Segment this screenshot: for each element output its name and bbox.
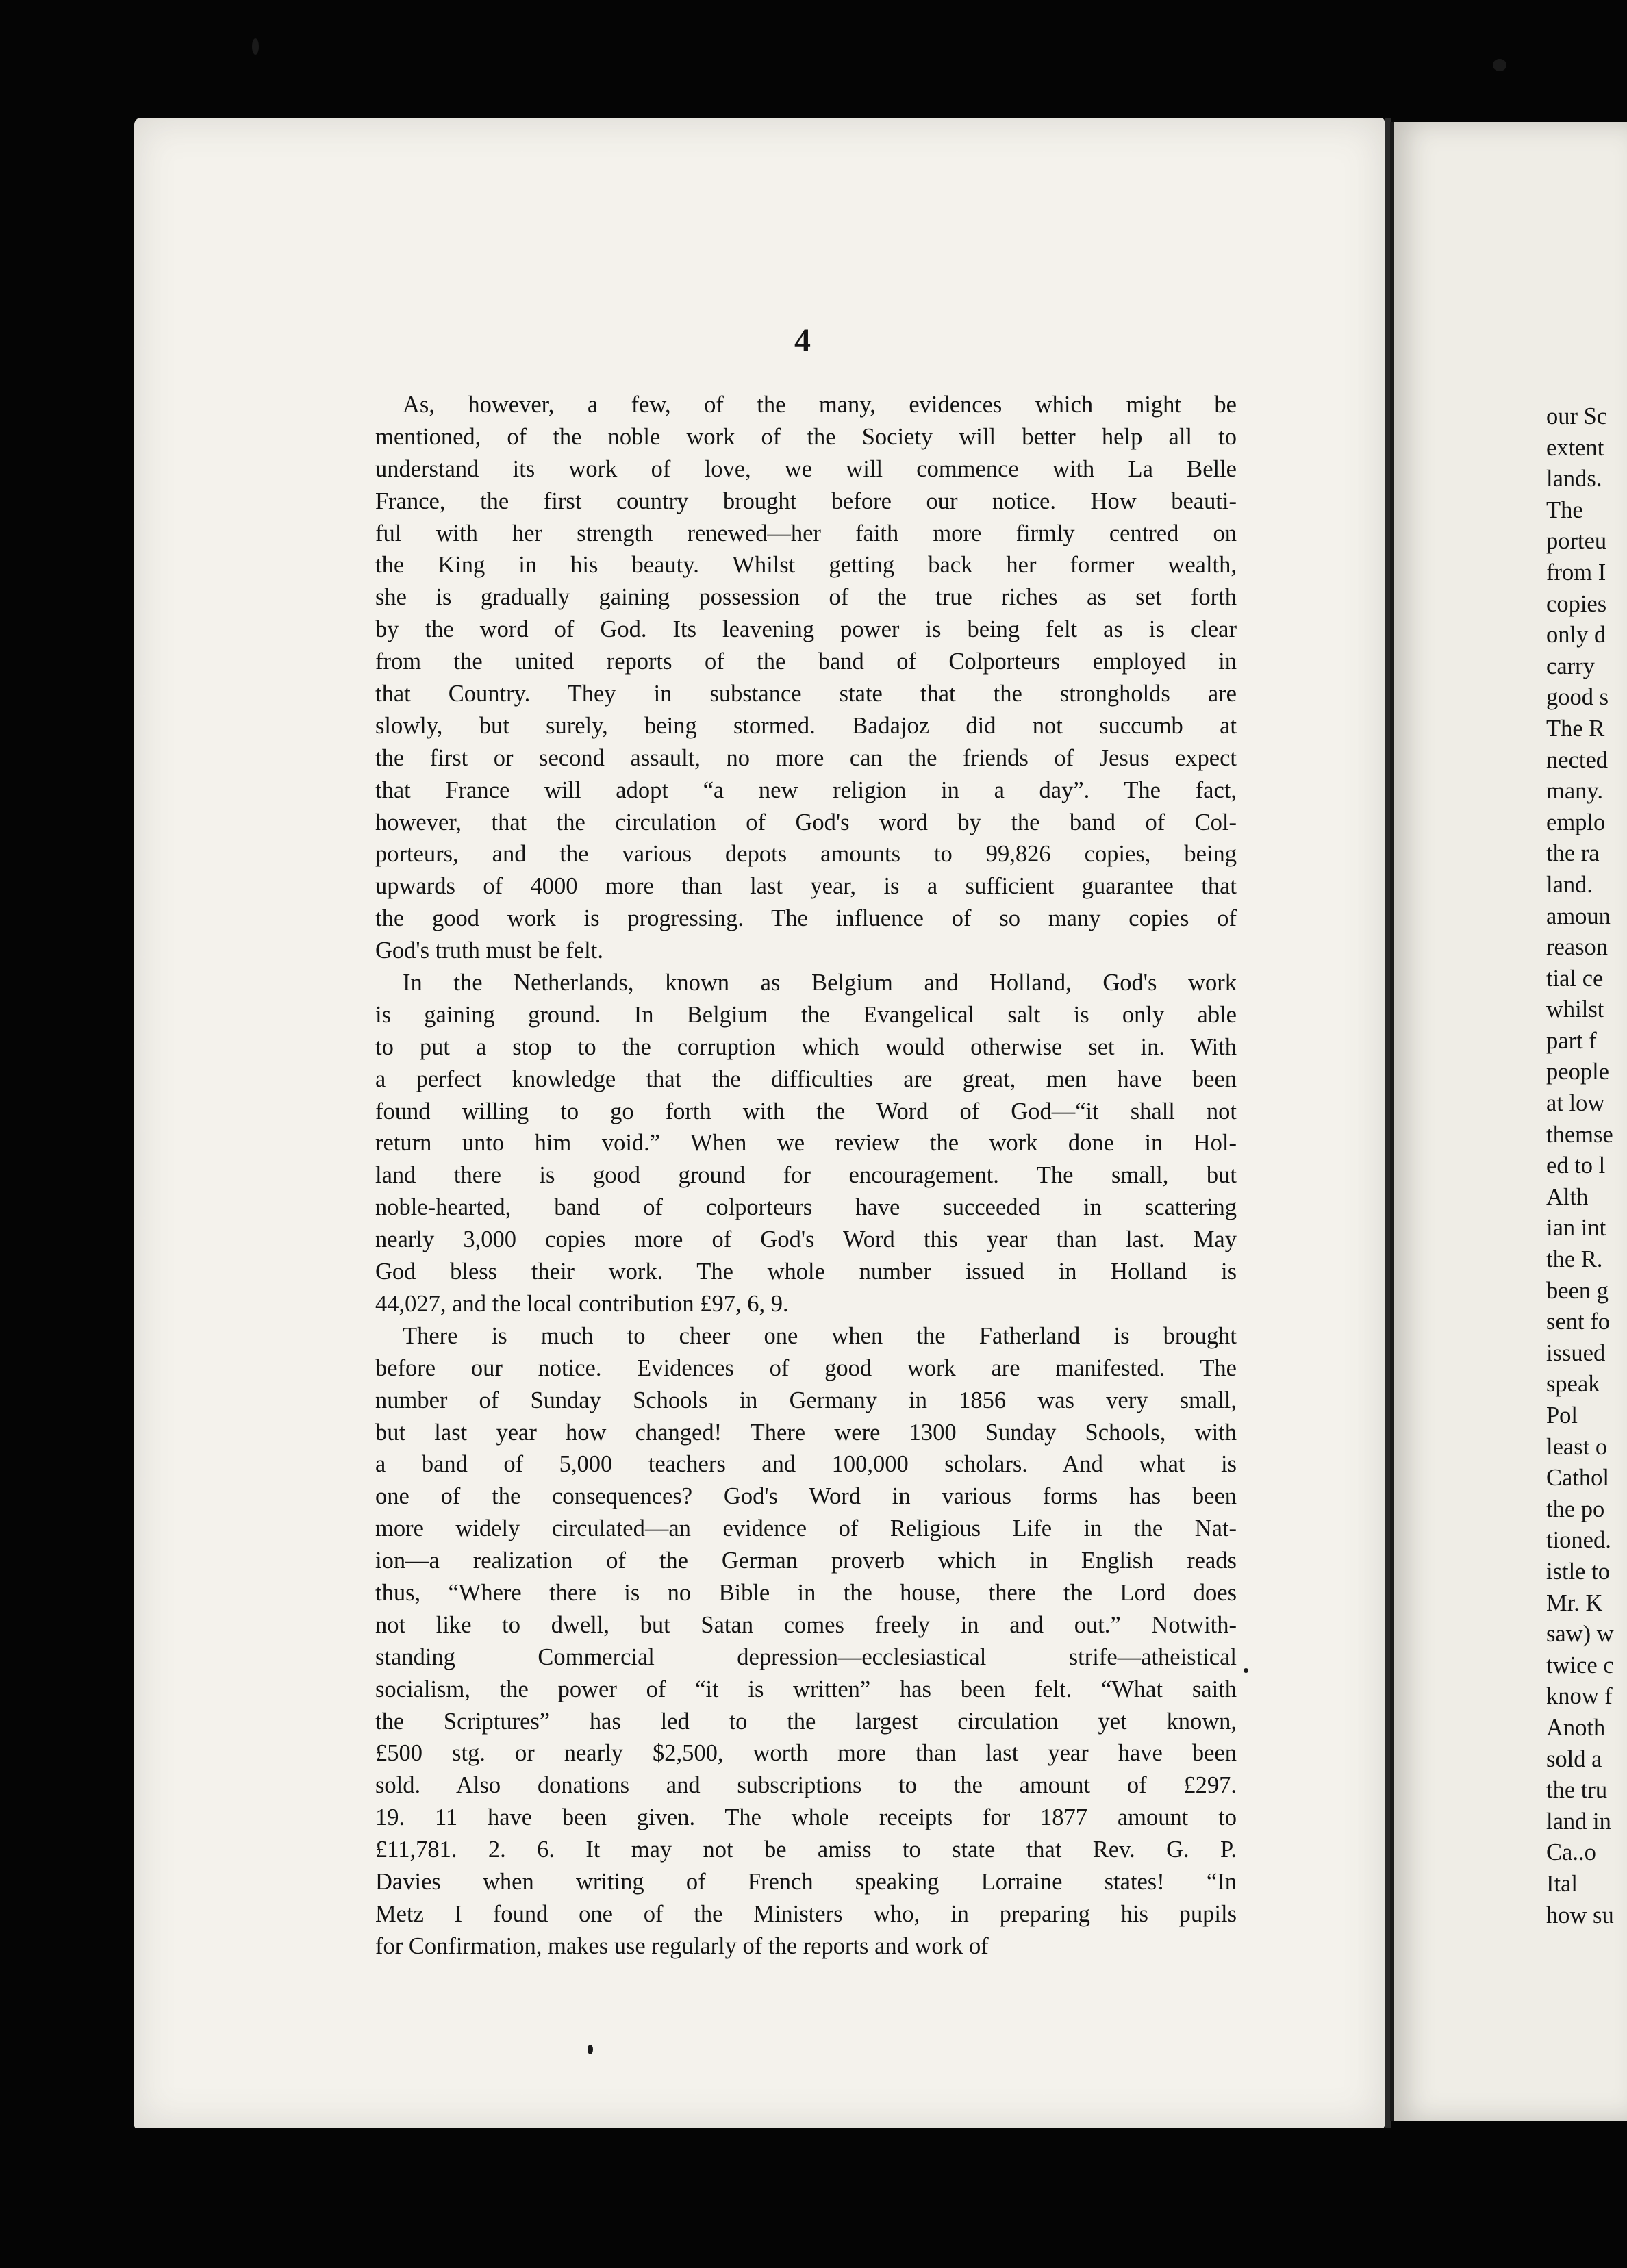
- right-page-text-fragment: many.: [1546, 778, 1604, 805]
- right-page-text-fragment: people: [1546, 1059, 1609, 1085]
- text-line: sold. Also donations and subscriptions to the amount of £297.: [375, 1772, 1237, 1799]
- right-page-text-fragment: Anoth: [1546, 1714, 1606, 1741]
- text-line: the King in his beauty. Whilst getting back her former wealth,: [375, 552, 1237, 579]
- text-line: however, that the circulation of God's word by the band of Col-: [375, 809, 1237, 835]
- text-line: thus, “Where there is no Bible in the house, there the Lord does: [375, 1579, 1237, 1606]
- text-line: God's truth must be felt.: [375, 937, 603, 964]
- text-line: by the word of God. Its leavening power is being felt as is clear: [375, 616, 1237, 643]
- text-line: number of Sunday Schools in Germany in 1856 was very small,: [375, 1387, 1237, 1413]
- text-line: for Confirmation, makes use regularly of the reports and work of: [375, 1932, 989, 1959]
- text-line: land there is good ground for encouragement. The small, but: [375, 1162, 1237, 1189]
- right-page-text-fragment: our Sc: [1546, 403, 1608, 429]
- text-line: standing Commercial depression—ecclesiastical strife—atheistical: [375, 1643, 1237, 1670]
- right-page-text-column: [1546, 401, 1627, 1931]
- right-page-text-fragment: amoun: [1546, 903, 1611, 929]
- text-line: nearly 3,000 copies more of God's Word this year than last. May: [375, 1226, 1237, 1253]
- text-line: the first or second assault, no more can the friends of Jesus expect: [375, 744, 1237, 771]
- text-line: France, the first country brought before our notice. How beauti-: [375, 488, 1237, 514]
- text-line: is gaining ground. In Belgium the Evangelical salt is only able: [375, 1001, 1237, 1028]
- text-line: ful with her strength renewed—her faith more firmly centred on: [375, 520, 1237, 546]
- text-line: In the Netherlands, known as Belgium and Holland, God's work: [403, 970, 1237, 996]
- right-page-text-fragment: Alth: [1546, 1183, 1589, 1210]
- right-page-text-fragment: how su: [1546, 1902, 1614, 1928]
- right-page-text-fragment: saw) w: [1546, 1621, 1614, 1648]
- right-page-text-fragment: ian int: [1546, 1215, 1606, 1242]
- right-page-text-fragment: issued: [1546, 1339, 1606, 1366]
- right-page-text-fragment: carry: [1546, 653, 1595, 679]
- right-page-text-fragment: the ra: [1546, 840, 1600, 867]
- text-line: to put a stop to the corruption which would otherwise set in. With: [375, 1033, 1237, 1060]
- right-page-text-fragment: The: [1546, 496, 1583, 523]
- right-page-text-fragment: speak: [1546, 1371, 1600, 1398]
- text-line: she is gradually gaining possession of the true riches as set forth: [375, 584, 1237, 611]
- text-line: socialism, the power of “it is written” has been felt. “What saith: [375, 1676, 1237, 1702]
- text-line: porteurs, and the various depots amounts to 99,826 copies, being: [375, 841, 1237, 868]
- text-line: a perfect knowledge that the difficulties are great, men have been: [375, 1066, 1237, 1092]
- text-line: upwards of 4000 more than last year, is a sufficient guarantee that: [375, 873, 1237, 900]
- right-page-text-fragment: sold a: [1546, 1746, 1602, 1772]
- right-page-text-fragment: nected: [1546, 746, 1609, 773]
- right-page-text-fragment: land.: [1546, 871, 1593, 898]
- right-page-text-fragment: emplo: [1546, 809, 1606, 835]
- text-line: before our notice. Evidences of good work are manifested. The: [375, 1354, 1237, 1381]
- right-page-text-fragment: at low: [1546, 1090, 1605, 1117]
- speck: [1493, 59, 1506, 71]
- page-body-text: [375, 389, 1237, 1963]
- right-page-text-fragment: istle to: [1546, 1558, 1610, 1585]
- text-line: that France will adopt “a new religion in a day”. The fact,: [375, 777, 1237, 803]
- text-line: ion—a realization of the German proverb which in English reads: [375, 1548, 1237, 1574]
- right-page-text-fragment: the po: [1546, 1496, 1605, 1522]
- text-line: Davies when writing of French speaking Lorraine states! “In: [375, 1868, 1237, 1895]
- right-page-text-fragment: good s: [1546, 684, 1609, 711]
- text-line: found willing to go forth with the Word of God—“it shall not: [375, 1098, 1237, 1124]
- right-page-text-fragment: Ca..o: [1546, 1839, 1596, 1866]
- right-page-text-fragment: themse: [1546, 1121, 1613, 1148]
- text-line: 19. 11 have been given. The whole receipts for 1877 amount to: [375, 1804, 1237, 1831]
- right-page-text-fragment: tioned.: [1546, 1527, 1611, 1554]
- right-page-text-fragment: porteu: [1546, 528, 1607, 555]
- right-page-text-fragment: copies: [1546, 590, 1607, 617]
- text-line: There is much to cheer one when the Fatherland is brought: [403, 1322, 1237, 1349]
- right-page-text-fragment: part f: [1546, 1027, 1597, 1054]
- text-line: £500 stg. or nearly $2,500, worth more than last year have been: [375, 1740, 1237, 1767]
- text-line: from the united reports of the band of Colporteurs employed in: [375, 648, 1237, 675]
- text-line: more widely circulated—an evidence of Religious Life in the Nat-: [375, 1515, 1237, 1542]
- right-page-text-fragment: the tru: [1546, 1777, 1608, 1804]
- right-page-text-fragment: least o: [1546, 1433, 1608, 1460]
- speck: [1244, 1668, 1248, 1673]
- text-line: understand its work of love, we will commence with La Belle: [375, 455, 1237, 482]
- right-page-text-fragment: Mr. K: [1546, 1589, 1603, 1616]
- right-page-text-fragment: sent fo: [1546, 1309, 1610, 1335]
- speck: [252, 38, 259, 55]
- right-page-text-fragment: lands.: [1546, 466, 1602, 492]
- right-page-text-fragment: know f: [1546, 1683, 1613, 1710]
- right-page-text-fragment: from I: [1546, 559, 1606, 585]
- text-line: not like to dwell, but Satan comes freely in and out.” Notwith-: [375, 1611, 1237, 1638]
- text-line: the Scriptures” has led to the largest circulation yet known,: [375, 1708, 1237, 1735]
- right-page-text-fragment: The R: [1546, 715, 1605, 742]
- text-line: Metz I found one of the Ministers who, in preparing his pupils: [375, 1900, 1237, 1927]
- text-line: a band of 5,000 teachers and 100,000 scholars. And what is: [375, 1451, 1237, 1478]
- text-line: but last year how changed! There were 1300 Sunday Schools, with: [375, 1419, 1237, 1446]
- text-line: that Country. They in substance state that the strongholds are: [375, 681, 1237, 707]
- text-line: slowly, but surely, being stormed. Badajoz did not succumb at: [375, 712, 1237, 739]
- text-line: noble-hearted, band of colporteurs have succeeded in scattering: [375, 1194, 1237, 1221]
- speck: [588, 2045, 593, 2054]
- right-page-text-fragment: tial ce: [1546, 965, 1604, 992]
- right-page-text-fragment: been g: [1546, 1277, 1609, 1304]
- page-number: 4: [794, 323, 811, 359]
- right-page-text-fragment: Pol: [1546, 1402, 1578, 1428]
- text-line: the good work is progressing. The influence of so many copies of: [375, 905, 1237, 932]
- right-page-text-fragment: Cathol: [1546, 1465, 1609, 1491]
- text-line: return unto him void.” When we review the work done in Hol-: [375, 1130, 1237, 1157]
- right-page-text-fragment: Ital: [1546, 1870, 1578, 1897]
- right-page-text-fragment: extent: [1546, 434, 1604, 461]
- right-page-text-fragment: land in: [1546, 1808, 1611, 1835]
- text-line: 44,027, and the local contribution £97, 6, 9.: [375, 1290, 789, 1317]
- right-page-text-fragment: whilst: [1546, 996, 1604, 1023]
- text-line: one of the consequences? God's Word in various forms has been: [375, 1483, 1237, 1510]
- right-page-text-fragment: ed to l: [1546, 1152, 1606, 1179]
- text-line: As, however, a few, of the many, evidences which might be: [403, 392, 1237, 418]
- right-page-text-fragment: the R.: [1546, 1246, 1603, 1273]
- right-page-text-fragment: reason: [1546, 934, 1609, 961]
- text-line: £11,781. 2. 6. It may not be amiss to state that Rev. G. P.: [375, 1837, 1237, 1863]
- text-line: mentioned, of the noble work of the Society will better help all to: [375, 423, 1237, 450]
- text-line: God bless their work. The whole number issued in Holland is: [375, 1259, 1237, 1285]
- right-page-text-fragment: only d: [1546, 622, 1606, 648]
- right-page-text-fragment: twice c: [1546, 1652, 1614, 1678]
